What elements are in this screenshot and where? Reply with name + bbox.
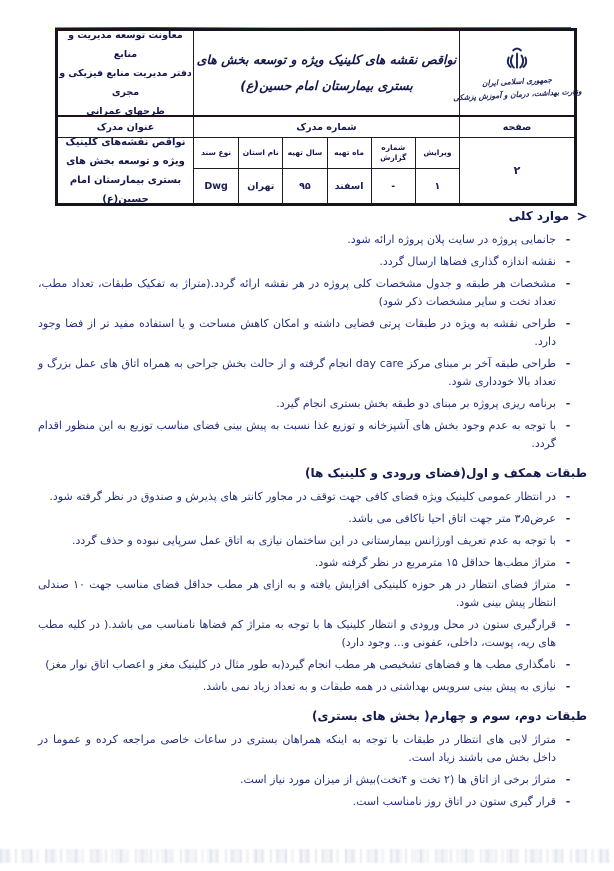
doc-field-label: نام استان bbox=[239, 138, 282, 169]
dash-bullet: - bbox=[565, 277, 571, 290]
doc-title-value: نواقص نقشه‌های کلینیک ویژه و توسعه بخش های بستری بیمارستان امام حسین(ع) bbox=[58, 137, 194, 203]
doc-field-value: - bbox=[391, 180, 396, 192]
section-title-text: طبقات دوم، سوم و چهارم( بخش های بستری) bbox=[312, 709, 587, 723]
item-text: قرارگیری ستون در محل ورودی و انتظار کلینیک ها با توجه به متراژ کم فضاها نامناسب می باشد.( در کلیه مطب های ریه، پوست، داخلی، عفونی و... وجود دارد) bbox=[38, 618, 556, 649]
doc-field bbox=[194, 138, 238, 203]
item-text: قرار گیری ستون در اتاق روز نامناسب است. bbox=[352, 795, 556, 808]
list-item bbox=[38, 395, 587, 413]
dash-bullet: - bbox=[565, 397, 571, 410]
section-title bbox=[38, 707, 587, 725]
doc-number-fields bbox=[194, 137, 460, 203]
page-label: صفحه bbox=[460, 115, 574, 137]
list-item bbox=[38, 554, 587, 572]
document-title-line2: بستری بیمارستان امام حسین(ع) bbox=[240, 78, 413, 93]
department-line1: معاونت توسعه مدیریت و منابع bbox=[68, 29, 183, 60]
department-line2: دفتر مدیریت منابع فیزیکی و مجری bbox=[59, 67, 192, 98]
dash-bullet: - bbox=[565, 680, 571, 693]
doc-field bbox=[282, 138, 326, 203]
document-body bbox=[38, 207, 587, 815]
doc-field-value: تهران bbox=[247, 180, 275, 192]
doc-title-label: عنوان مدرک bbox=[58, 115, 194, 137]
dash-bullet: - bbox=[565, 733, 571, 746]
list-item bbox=[38, 417, 587, 453]
item-text: نیازی به پیش بینی سرویس بهداشتی در همه طبقات و به تعداد زیاد نمی باشد. bbox=[202, 680, 556, 693]
item-text: نقشه اندازه گذاری فضاها ارسال گردد. bbox=[379, 255, 556, 268]
doc-field-value: اسفند bbox=[334, 180, 364, 192]
item-text: طراحی نقشه به ویژه در طبقات پرتی فضایی داشته و امکان کاهش مساحت و یا استفاده مفید تر از فضا وجود دارد. bbox=[38, 317, 556, 348]
list-item bbox=[38, 576, 587, 612]
list-item bbox=[38, 231, 587, 249]
doc-field-value: Dwg bbox=[204, 180, 228, 192]
ministry-name-line1: جمهوری اسلامی ایران bbox=[481, 74, 553, 88]
dash-bullet: - bbox=[565, 512, 571, 525]
dash-bullet: - bbox=[565, 658, 571, 671]
dash-bullet: - bbox=[565, 534, 571, 547]
dash-bullet: - bbox=[565, 795, 571, 808]
header-table bbox=[55, 28, 582, 206]
list-item bbox=[38, 771, 587, 789]
list-item bbox=[38, 253, 587, 271]
dash-bullet: - bbox=[565, 255, 571, 268]
section-title bbox=[38, 207, 587, 225]
dash-bullet: - bbox=[565, 357, 571, 370]
section-title-text: طبقات همکف و اول(فضای ورودی و کلینیک ها) bbox=[304, 466, 587, 480]
item-text: برنامه ریزی پروژه بر مبنای دو طبقه بخش بستری انجام گیرد. bbox=[276, 397, 556, 410]
doc-field-label: سال تهیه bbox=[283, 138, 326, 169]
section-title bbox=[38, 464, 587, 482]
doc-field bbox=[415, 138, 459, 203]
department-info bbox=[58, 31, 194, 115]
item-text: متراژ لابی های انتظار در طبقات با توجه به اینکه همراهان بستری در ساعات خاصی مراجعه کرده و عموما در داخل بخش می باشند زیاد است. bbox=[38, 733, 556, 764]
item-text: عرض۳٫۵ متر جهت اتاق احیا ناکافی می باشد. bbox=[348, 512, 556, 525]
list-item bbox=[38, 678, 587, 696]
list-item bbox=[38, 355, 587, 391]
document-title-line1: نواقص نقشه های کلینیک ویژه و توسعه بخش های bbox=[196, 51, 457, 67]
doc-field bbox=[238, 138, 282, 203]
dash-bullet: - bbox=[565, 317, 571, 330]
list-item bbox=[38, 731, 587, 767]
list-item bbox=[38, 275, 587, 311]
list-item bbox=[38, 532, 587, 550]
scan-noise-band bbox=[0, 849, 614, 863]
ministry-name-line2: وزارت بهداشت، درمان و آموزش پزشکی bbox=[452, 86, 582, 103]
item-text: جانمایی پروژه در سایت پلان پروژه ارائه شود. bbox=[347, 233, 556, 246]
iran-emblem-icon bbox=[504, 46, 530, 74]
dash-bullet: - bbox=[565, 490, 571, 503]
item-text: در انتظار عمومی کلینیک ویژه فضای کافی جهت توقف در مجاور کانتر های پذیرش و صندوق در نظر گرفته شود. bbox=[49, 490, 556, 503]
list-item bbox=[38, 656, 587, 674]
section-arrow-icon bbox=[576, 211, 587, 222]
doc-number-label: شماره مدرک bbox=[194, 115, 460, 137]
doc-field-value: ۹۵ bbox=[299, 180, 311, 192]
doc-field-label: ماه تهیه bbox=[328, 138, 371, 169]
dash-bullet: - bbox=[565, 618, 571, 631]
list-item bbox=[38, 793, 587, 811]
department-line3: طرحهای عمرانی bbox=[86, 105, 165, 117]
dash-bullet: - bbox=[565, 556, 571, 569]
ministry-logo-cell bbox=[452, 31, 582, 115]
doc-field-label: نوع سند bbox=[194, 138, 238, 169]
dash-bullet: - bbox=[565, 233, 571, 246]
item-text: با توجه به عدم تعریف اورژانس بیمارستانی در این ساختمان نیازی به اتاق عمل سرپایی نبوده و حذف گردد. bbox=[71, 534, 556, 547]
page-number: ۲ bbox=[460, 137, 574, 203]
dash-bullet: - bbox=[565, 578, 571, 591]
item-text: متراژ برخی از اتاق ها (۲ تخت و ۴تخت)بیش از میزان مورد نیاز است. bbox=[240, 773, 556, 786]
doc-field bbox=[371, 138, 415, 203]
list-item bbox=[38, 315, 587, 351]
doc-field-value: ۱ bbox=[434, 180, 441, 192]
item-text: متراژ فضای انتظار در هر حوزه کلینیکی افزایش یافته و به ازای هر مطب حداقل فضای مناسب جهت ۱۰ صندلی انتظار پیش بینی شود. bbox=[38, 578, 556, 609]
list-item bbox=[38, 488, 587, 506]
list-item bbox=[38, 510, 587, 528]
item-text: نامگذاری مطب ها و فضاهای تشخیصی هر مطب انجام گیرد(به طور مثال در کلینیک مغز و اعصاب اتاق نوار مغز) bbox=[45, 658, 556, 671]
dash-bullet: - bbox=[565, 419, 571, 432]
doc-field-label: ویرایش bbox=[416, 138, 459, 169]
item-text: مشخصات هر طبقه و جدول مشخصات کلی پروژه در هر نقشه ارائه گردد.(متراژ به تفکیک طبقات، تعداد مطب، تعداد تخت و سایر مشخصات ذکر شود) bbox=[38, 277, 556, 308]
list-item bbox=[38, 616, 587, 652]
item-text: طراحی طبقه آخر بر مبنای مرکز day care انجام گرفته و از حالت بخش جراحی به همراه اتاق های عمل بزرگ و تعداد بالا خودداری شود. bbox=[38, 357, 556, 388]
item-text: با توجه به عدم وجود بخش های آشپزخانه و توزیع غذا نسبت به پیش بینی فضای مناسب توزیع به این منظور اقدام گردد. bbox=[38, 419, 556, 450]
doc-field bbox=[327, 138, 371, 203]
document-title bbox=[194, 31, 460, 115]
item-text: متراژ مطب‌ها حداقل ۱۵ مترمربع در نظر گرفته شود. bbox=[314, 556, 556, 569]
section-title-text: موارد کلی bbox=[508, 209, 569, 223]
dash-bullet: - bbox=[565, 773, 571, 786]
doc-field-label: شماره گزارش bbox=[372, 138, 415, 169]
